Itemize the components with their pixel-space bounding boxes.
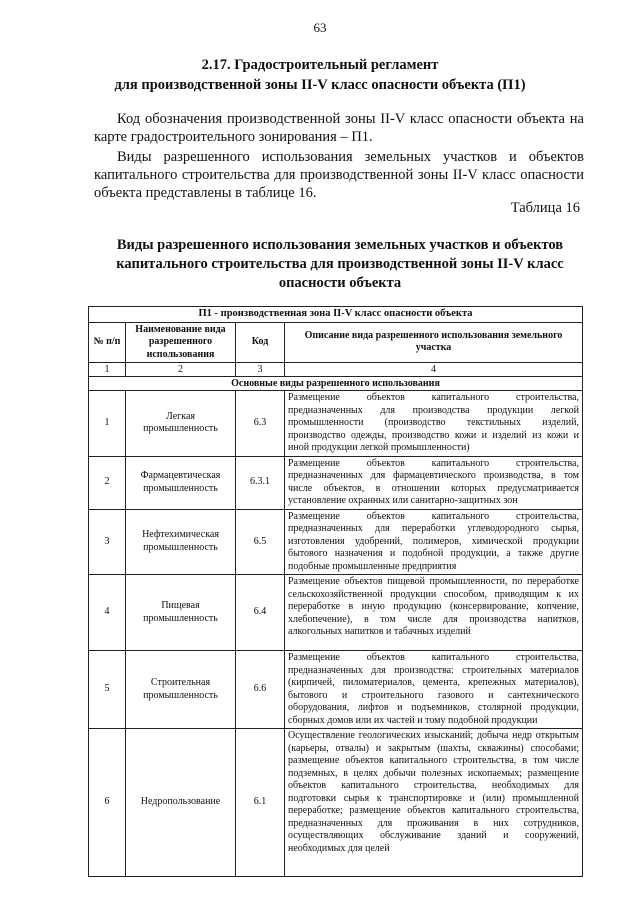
row-name: Фармацевтическая промышленность: [126, 456, 236, 509]
table-heading-line1: Виды разрешенного использования земельных участков и объектов: [116, 237, 564, 253]
row-name: Недропользование: [126, 729, 236, 877]
index-cell: 4: [285, 363, 583, 377]
row-name: Легкая промышленность: [126, 391, 236, 457]
zone-title: П1 - производственная зона II-V класс опасности объекта: [89, 307, 583, 323]
regulation-table: [88, 306, 583, 877]
paragraph-zone-code-text: Код обозначения производственной зоны II-V класс опасности объекта на карте градостроительного зонирования – П1.: [94, 111, 584, 145]
table-heading-line2: капитального строительства для производственной зоны II-V класс: [116, 256, 564, 272]
page-number: 63: [313, 20, 327, 35]
table-heading: [80, 236, 600, 293]
row-num: 1: [89, 391, 126, 457]
table-row: [89, 456, 583, 509]
row-num: 2: [89, 456, 126, 509]
table-row: [89, 651, 583, 729]
header-name: Наименование вида разрешенного использования: [126, 322, 236, 363]
header-desc: Описание вида разрешенного использования земельного участка: [285, 322, 583, 363]
table-heading-line3: опасности объекта: [278, 275, 402, 291]
header-code: Код: [236, 322, 285, 363]
row-desc: Размещение объектов капитального строительства, предназначенных для производства продукции легкой промышленности (производство текстильных изделий, производство одежды, производство кожи и изделий из кожи и иной продукции легкой промышленности): [285, 391, 583, 457]
row-desc: Размещение объектов пищевой промышленности, по переработке сельскохозяйственной продукции способом, приводящим к их переработке в иную продукцию (консервирование, копчение, хлебопечение), в том числе для производства напитков, алкогольных напитков и табачных изделий: [285, 575, 583, 651]
row-name: Строительная промышленность: [126, 651, 236, 729]
row-num: 3: [89, 509, 126, 575]
index-row: [89, 363, 583, 377]
table-row: [89, 509, 583, 575]
row-desc: Размещение объектов капитального строительства, предназначенных для переработки углеводородного сырья, изготовления удобрений, полимеров, химической продукции бытового назначения и подобной продукции, а также другие подобные промышленные предприятия: [285, 509, 583, 575]
table-row: [89, 575, 583, 651]
header-row: [89, 322, 583, 363]
section-heading-line2: для производственной зоны II-V класс опасности объекта (П1): [114, 77, 526, 93]
section-title-row: [89, 377, 583, 391]
paragraph-table-intro-text: Виды разрешенного использования земельных участков и объектов капитального строительства для производственной зоны II-V класс опасности объекта представлены в таблице 16.: [94, 149, 584, 201]
zone-title-row: [89, 307, 583, 323]
row-code: 6.3.1: [236, 456, 285, 509]
row-code: 6.1: [236, 729, 285, 877]
section-title: Основные виды разрешенного использования: [89, 377, 583, 391]
row-desc: Осуществление геологических изысканий; добыча недр открытым (карьеры, отвалы) и закрытым (шахты, скважины) способами; размещение объектов капитального строительства, в том числе подземных, в целях добычи полезных ископаемых; размещение объектов капитального строительства, необходимых для подготовки сырья к транспортировке и (или) промышленной переработке; размещение объектов капитального строительства, предназначенных для проживания в них сотрудников, осуществляющих обслуживание зданий и сооружений, необходимых для целей: [285, 729, 583, 877]
section-heading-line1: 2.17. Градостроительный регламент: [201, 57, 439, 73]
table-row: [89, 391, 583, 457]
row-name: Пищевая промышленность: [126, 575, 236, 651]
row-num: 4: [89, 575, 126, 651]
paragraph-zone-code: [94, 110, 584, 146]
row-desc: Размещение объектов капитального строительства, предназначенных для производства: строительных материалов (кирпичей, пиломатериалов, цемента, крепежных материалов), бытового и строительного газового и сантехнического оборудования, лифтов и подъемников, столярной продукции, сборных домов или их частей и тому подобной продукции: [285, 651, 583, 729]
row-num: 5: [89, 651, 126, 729]
row-code: 6.3: [236, 391, 285, 457]
table-row: [89, 729, 583, 877]
row-code: 6.6: [236, 651, 285, 729]
row-desc: Размещение объектов капитального строительства, предназначенных для фармацевтического производства, в том числе объектов, в отношении которых предусматривается установление охранных или санитарно-защитных зон: [285, 456, 583, 509]
row-code: 6.4: [236, 575, 285, 651]
paragraph-table-intro: [94, 148, 584, 202]
table-label: Таблица 16: [510, 200, 580, 216]
header-num: № п/п: [89, 322, 126, 363]
row-code: 6.5: [236, 509, 285, 575]
index-cell: 1: [89, 363, 126, 377]
row-num: 6: [89, 729, 126, 877]
row-name: Нефтехимическая промышленность: [126, 509, 236, 575]
index-cell: 3: [236, 363, 285, 377]
index-cell: 2: [126, 363, 236, 377]
section-heading: [60, 55, 580, 95]
